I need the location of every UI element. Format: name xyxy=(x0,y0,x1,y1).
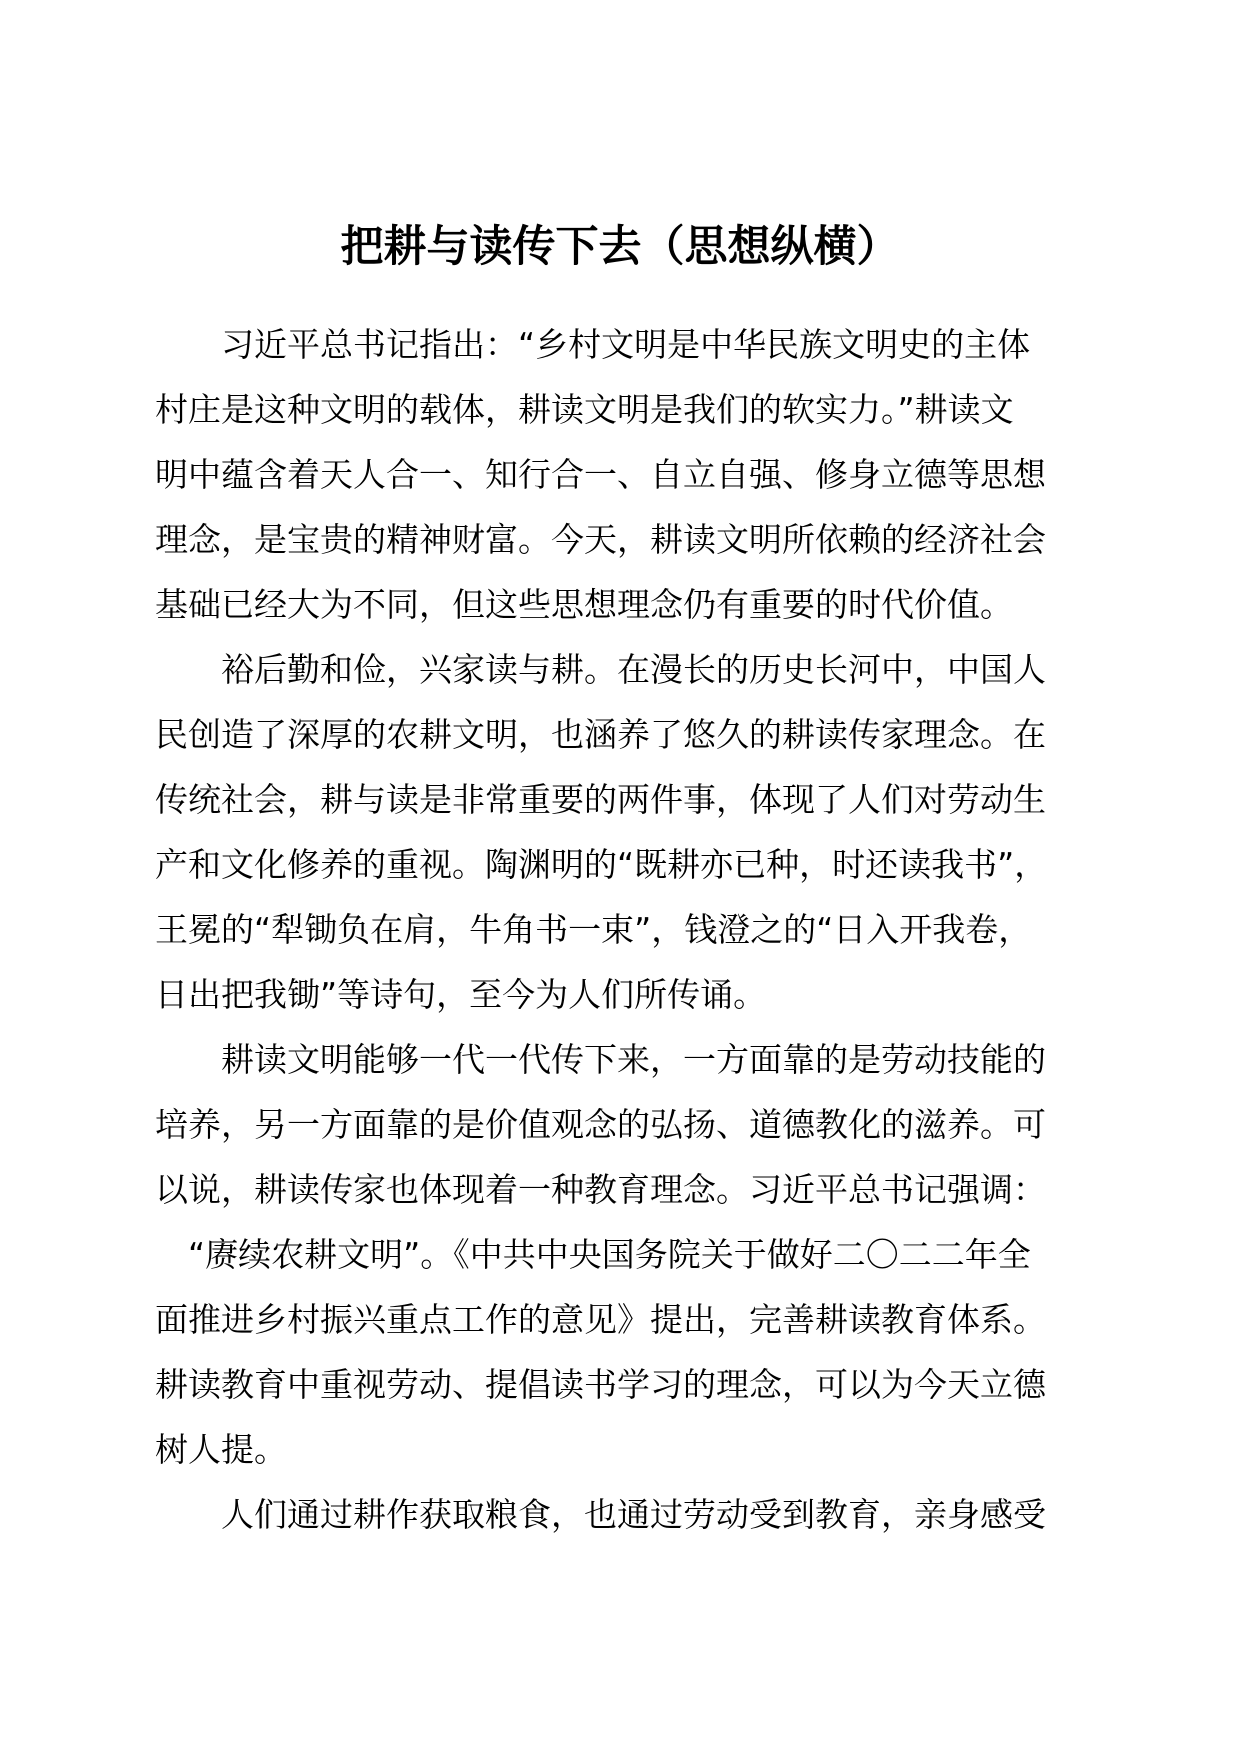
text-line: 日出把我锄”等诗句，至今为人们所传诵。 xyxy=(155,975,767,1014)
text-line: 人们通过耕作获取粮食，也通过劳动受到教育，亲身感受 xyxy=(221,1495,1046,1534)
text-line: 理念，是宝贵的精神财富。今天，耕读文明所依赖的经济社会 xyxy=(155,520,1046,559)
text-line: 树人提。 xyxy=(155,1430,287,1469)
text-line: 村庄是这种文明的载体，耕读文明是我们的软实力。”耕读文 xyxy=(155,390,1014,429)
paragraph-1 xyxy=(155,312,1115,637)
text-line: 以说，耕读传家也体现着一种教育理念。习近平总书记强调： xyxy=(155,1170,1046,1209)
text-line: 传统社会，耕与读是非常重要的两件事，体现了人们对劳动生 xyxy=(155,780,1046,819)
text-line: 培养，另一方面靠的是价值观念的弘扬、道德教化的滋养。可 xyxy=(155,1105,1046,1144)
paragraph-3 xyxy=(155,1027,1115,1482)
text-line: 习近平总书记指出：“乡村文明是中华民族文明史的主体 xyxy=(221,325,1031,364)
text-line: 基础已经大为不同，但这些思想理念仍有重要的时代价值。 xyxy=(155,585,1013,624)
paragraph-2 xyxy=(155,637,1115,1027)
text-line: 耕读教育中重视劳动、提倡读书学习的理念，可以为今天立德 xyxy=(155,1365,1046,1404)
document-title: 把耕与读传下去（思想纵横） xyxy=(340,222,900,272)
text-line: 耕读文明能够一代一代传下来，一方面靠的是劳动技能的 xyxy=(221,1040,1046,1079)
paragraph-4 xyxy=(155,1482,1115,1547)
text-line: 裕后勤和俭，兴家读与耕。在漫长的历史长河中，中国人 xyxy=(221,650,1046,689)
text-line: 民创造了深厚的农耕文明，也涵养了悠久的耕读传家理念。在 xyxy=(155,715,1046,754)
text-line: 面推进乡村振兴重点工作的意见》提出，完善耕读教育体系。 xyxy=(155,1300,1046,1339)
text-line: 产和文化修养的重视。陶渊明的“既耕亦已种，时还读我书”， xyxy=(155,845,1048,884)
text-line: “赓续农耕文明”。《中共中央国务院关于做好二〇二二年全 xyxy=(188,1235,1031,1274)
text-line: 明中蕴含着天人合一、知行合一、自立自强、修身立德等思想 xyxy=(155,455,1046,494)
text-line: 王冕的“犁锄负在肩，牛角书一束”，钱澄之的“日入开我卷， xyxy=(155,910,1032,949)
document-body xyxy=(155,312,1115,1547)
